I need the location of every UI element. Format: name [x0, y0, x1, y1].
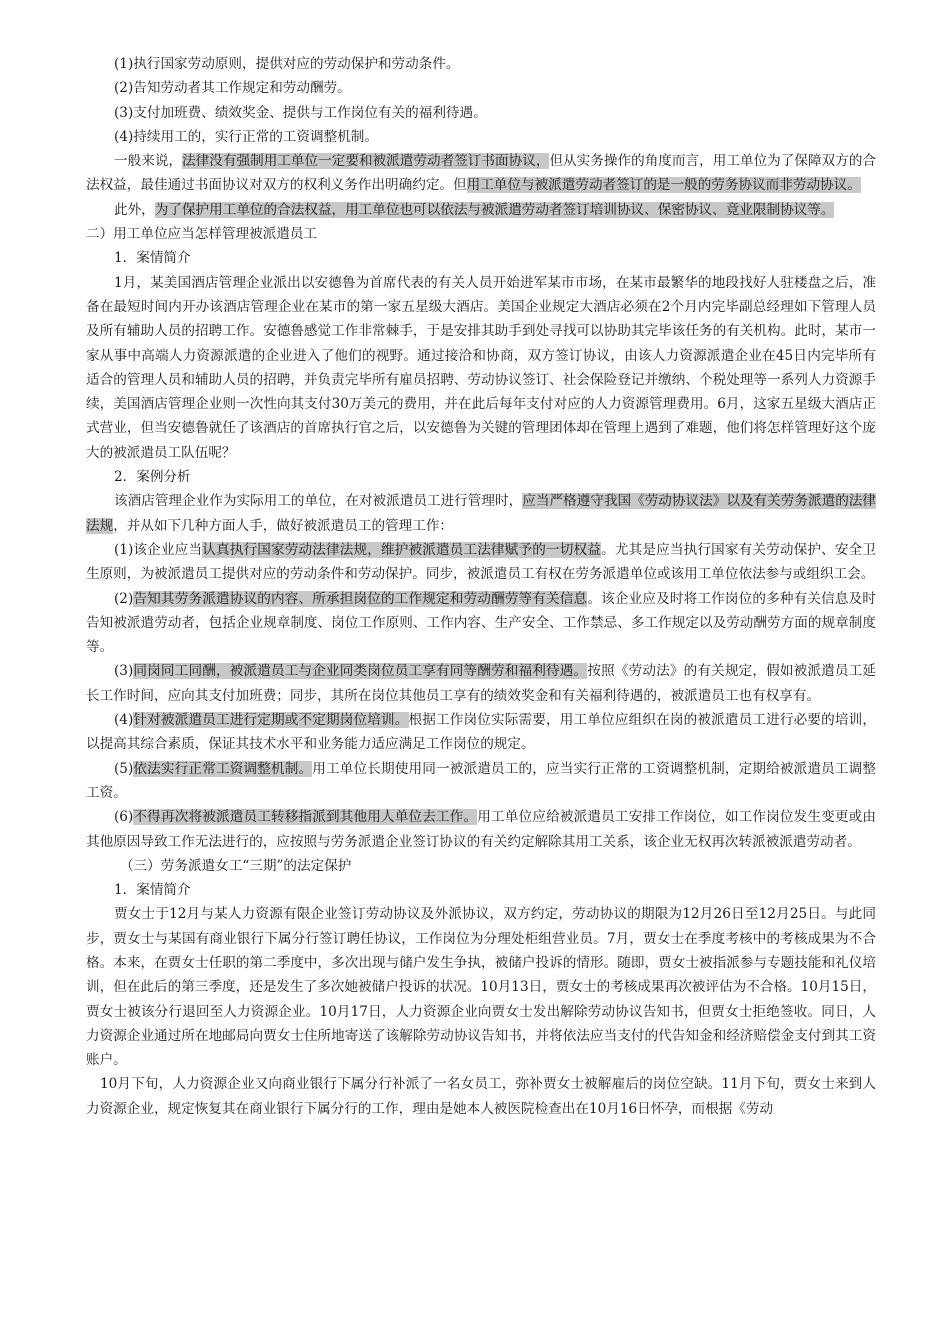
text-segment: 1．案情简介	[114, 882, 191, 899]
text-segment: (1)执行国家劳动原则，提供对应的劳动保护和劳动条件。	[114, 56, 460, 72]
highlighted-text: 法律没有强制用工单位一定要和被派遣劳动者签订书面协议，	[182, 153, 550, 170]
paragraph-13	[86, 587, 876, 660]
text-segment: (2)告知劳动者其工作规定和劳动酬劳。	[114, 80, 351, 97]
text-segment: （三）劳务派遣女工“三期”的法定保护	[120, 857, 352, 874]
paragraph-14	[86, 659, 876, 708]
text-segment: 1月，某美国酒店管理企业派出以安德鲁为首席代表的有关人员开始进军某市市场，在某市最繁华的地段找好人驻楼盘之后，准备在最短时间内开办该酒店管理企业在某市的第一家五星级大酒店。美国企业规定大酒店必须在2个月内完毕副总经理如下管理人员及所有辅助人员的招聘工作。安德鲁感觉工作非常棘手，于是安排其助手到处寻找可以协助其完毕该任务的有关机构。此时，某市一家从事中高端人力资源派遣的企业进入了他们的视野。通过接洽和协商，双方签订协议，由该人力资源派遣企业在45日内完毕所有适合的管理人员和辅助人员的招聘，并负责完毕所有雇员招聘、劳动协议签订、社会保险登记并缴纳、个税处理等一系列人力资源手续，美国酒店管理企业则一次性向其支付30万美元的费用，并在此后每年支付对应的人力资源管理费用。6月，这家五星级大酒店正式营业，但当安德鲁就任了该酒店的首席执行官之后，以安德鲁为关键的管理团体却在管理上遇到了难题，他们将怎样管理好这个庞大的被派遣员工队伍呢？	[86, 274, 876, 461]
text-segment: ，并从如下几种方面人手，做好被派遣员工的管理工作：	[113, 517, 454, 534]
paragraph-16	[86, 757, 876, 806]
text-segment: 10月下旬，人力资源企业又向商业银行下属分行补派了一名女员工，弥补贾女士被解雇后的岗位空缺。11月下旬，贾女士来到人力资源企业，规定恢复其在商业银行下属分行的工作，理由是她本人被医院检查出在10月16日怀孕，而根据《劳动	[86, 1076, 876, 1117]
text-segment: (4)	[114, 712, 134, 729]
text-segment: (5)	[114, 760, 134, 777]
text-segment: (1)该企业应当	[114, 541, 203, 558]
text-segment: (3)	[114, 663, 134, 680]
paragraph-5	[86, 149, 876, 198]
highlighted-text: 认真执行国家劳动法律法规，维护被派遣员工法律赋予的一切权益	[202, 541, 602, 558]
text-segment: 该酒店管理企业作为实际用工的单位，在对被派遣员工进行管理时，	[114, 493, 523, 510]
paragraph-8	[86, 246, 876, 270]
text-segment: 但从实务操作的角度而言，用工单位为了保障双方的合法权益，最佳通过书面协议对双方的权利义务作出明确约定。但	[86, 153, 877, 194]
highlighted-text: 依法实行正常工资调整机制。	[133, 760, 313, 777]
text-segment: 。尤其是应当执行国家有关劳动保护、安全卫生原则，为被派遣员工提供对应的劳动条件和劳动保护。同步，被派遣员工有权在劳务派遣单位或该用工单位依法参与或组织工会。	[86, 541, 876, 583]
text-segment: 根据工作岗位实际需要，用工单位应组织在岗的被派遣员工进行必要的培训，以提高其综合素质，保证其技术水平和业务能力适应满足工作岗位的规定。	[86, 712, 877, 753]
highlighted-text: 为了保护用工单位的合法权益，用工单位也可以依法与被派遣劳动者签订培训协议、保密协议、竟业限制协议等。	[154, 201, 835, 218]
paragraph-9	[86, 271, 876, 465]
text-segment: 用工单位长期使用同一被派遣员工的，应当实行正常的工资调整机制，定期给被派遣员工调整工资。	[86, 760, 876, 801]
paragraph-21	[86, 1072, 876, 1121]
paragraph-20	[86, 902, 876, 1072]
text-segment: 按照《劳动法》的有关规定，假如被派遣员工延长工作时间，应向其支付加班费；同步，其所在岗位其他员工享有的绩效奖金和有关福利待遇的，被派遣员工也有权享有。	[86, 663, 877, 704]
paragraph-10	[86, 465, 876, 489]
paragraph-7	[86, 222, 876, 246]
text-segment: (3)支付加班费、绩效奖金、提供与工作岗位有关的福利待遇。	[114, 104, 487, 121]
highlighted-text: 用工单位与被派遣劳动者签订的是一般的劳务协议而非劳动协议。	[466, 177, 861, 194]
text-segment: (6)	[114, 809, 134, 826]
highlighted-text: 针对被派遣员工进行定期或不定期岗位培训。	[133, 712, 409, 729]
document-page	[86, 52, 876, 1121]
highlighted-text: 告知其劳务派遣协议的内容、所承担岗位的工作规定和劳动酬劳等有关信息	[133, 590, 588, 607]
text-segment: (2)	[114, 590, 134, 607]
highlighted-text: 不得再次将被派遣员工转移指派到其他用人单位去工作。	[133, 809, 478, 826]
text-segment: 此外，	[114, 201, 155, 218]
paragraph-19	[86, 878, 876, 902]
text-segment: 1．案情简介	[114, 250, 191, 267]
paragraph-1	[86, 52, 876, 76]
paragraph-2	[86, 76, 876, 100]
paragraph-18	[86, 854, 876, 878]
text-segment: 用工单位应给被派遣员工安排工作岗位，如工作岗位发生变更或由其他原因导致工作无法进行的，应按照与劳务派遣企业签订协议的有关约定解除其用工关系，该企业无权再次转派被派遣劳动者。	[86, 809, 877, 850]
text-segment: 一般来说，	[114, 153, 183, 170]
text-segment: 。该企业应及时将工作岗位的多种有关信息及时告知被派遣劳动者，包括企业规章制度、岗位工作原则、工作内容、生产安全、工作禁忌、多工作规定以及劳动酬劳方面的规章制度等。	[86, 590, 877, 656]
highlighted-text: 同岗同工同酬，被派遣员工与企业同类岗位员工享有同等酬劳和福利待遇。	[133, 663, 588, 680]
text-segment: 2．案例分析	[114, 469, 191, 486]
text-segment: (4)持续用工的，实行正常的工资调整机制。	[114, 128, 378, 145]
paragraph-15	[86, 708, 876, 757]
paragraph-17	[86, 805, 876, 854]
paragraph-4	[86, 125, 876, 149]
text-segment: 二）用工单位应当怎样管理被派遣员工	[86, 226, 318, 243]
paragraph-3	[86, 101, 876, 125]
paragraph-11	[86, 489, 876, 538]
highlighted-text: 应当严格遵守我国《劳动协议法》以及有关劳务派遣的法律法规	[86, 493, 877, 534]
paragraph-12	[86, 538, 876, 587]
paragraph-6	[86, 198, 876, 222]
text-segment: 贾女士于12月与某人力资源有限企业签订劳动协议及外派协议，双方约定，劳动协议的期限为12月26日至12月25日。与此同步，贾女士与某国有商业银行下属分行签订聘任协议，工作岗位为分理处柜组营业员。7月，贾女士在季度考核中的考核成果为不合格。本来，在贾女士任职的第二季度中，多次出现与储户发生争执，被储户投诉的情形。随即，贾女士被指派参与专题技能和礼仪培训，但在此后的第三季度，还是发生了多次她被储户投诉的状况。10月13日，贾女士的考核成果再次被评估为不合格。10月15日，贾女士被该分行退回至人力资源企业。10月17日，人力资源企业向贾女士发出解除劳动协议告知书，但贾女士拒绝签收。同日，人力资源企业通过所在地邮局向贾女士住所地寄送了该解除劳动协议告知书，并将依法应当支付的代告知金和经济赔偿金支付到其工资账户。	[86, 906, 876, 1069]
